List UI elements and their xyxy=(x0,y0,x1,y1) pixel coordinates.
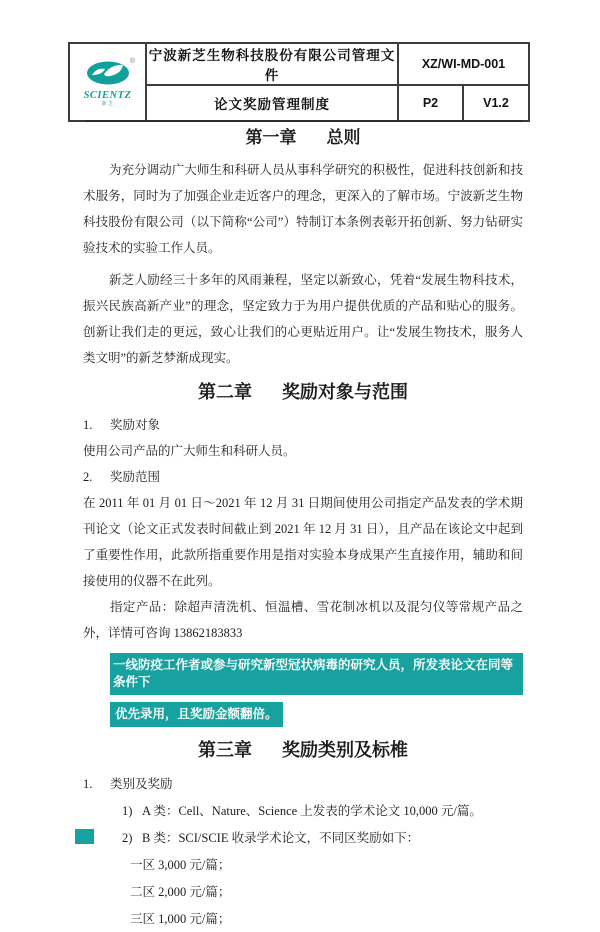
zone-reward-line: 三区 1,000 元/篇； xyxy=(130,912,231,926)
list-number: 1. xyxy=(83,777,93,791)
paragraph: 新芝人励经三十多年的风雨兼程，坚定以新致心，凭着“发展生物科技术，振兴民族高新产业”的理念，坚定致力于为用户提供优质的产品和贴心的服务。创新让我们走的更远，致心让我们的心更贴近用户。让“发展生物技术，服务人类文明”的新芝梦渐成现实。 xyxy=(83,273,523,365)
version-number: V1.2 xyxy=(463,85,529,121)
registered-mark: ® xyxy=(129,57,135,65)
chapter2-heading xyxy=(83,378,523,406)
document-subtitle: 论文奖励管理制度 xyxy=(146,85,398,121)
chapter1-number: 第一章 xyxy=(245,128,297,147)
document-title: 宁波新芝生物科技股份有限公司管理文件 xyxy=(146,43,398,85)
sublist-number: 1) xyxy=(122,804,133,818)
document-header-table xyxy=(68,42,530,122)
sublist-text: B 类：SCI/SCIE 收录学术论文，不同区奖励如下： xyxy=(142,831,420,845)
chapter2-title: 奖励对象与范围 xyxy=(282,382,408,402)
chapter3-heading xyxy=(83,736,523,764)
logo-cell xyxy=(69,43,146,121)
list-item xyxy=(83,412,523,438)
chapter1-heading xyxy=(83,124,523,152)
brand-subtext: 新 芝 xyxy=(101,101,114,108)
sublist-number: 2) xyxy=(122,831,133,845)
list-item-title: 奖励范围 xyxy=(110,470,161,484)
paragraph: 为充分调动广大师生和科研人员从事科学研究的积极性，促进科技创新和技术服务，同时为了加强企业走近客户的理念，更深入的了解市场。宁波新芝生物科技股份有限公司（以下简称“公司”）特制订本条例表彰开拓创新、努力钻研实验技术的实验工作人员。 xyxy=(83,163,523,255)
teal-corner-marker xyxy=(75,829,94,844)
list-number: 1. xyxy=(83,418,93,432)
page-number: P2 xyxy=(398,85,463,121)
zone-reward-line: 一区 3,000 元/篇； xyxy=(130,858,231,872)
list-item-title: 类别及奖励 xyxy=(110,777,173,791)
document-body xyxy=(83,124,523,932)
list-item-title: 奖励对象 xyxy=(110,418,161,432)
scientz-logo xyxy=(70,57,145,108)
brand-name: SCIENTZ xyxy=(83,89,132,101)
list-item-body: 使用公司产品的广大师生和科研人员。 xyxy=(83,444,296,458)
chapter2-number: 第二章 xyxy=(198,382,252,402)
zone-reward-line: 二区 2,000 元/篇； xyxy=(130,885,231,899)
sublist-item xyxy=(122,798,523,824)
header-divider xyxy=(85,120,523,122)
highlight-line: 优先录用，且奖励金额翻倍。 xyxy=(110,702,283,727)
highlight-line: 一线防疫工作者或参与研究新型冠状病毒的研究人员，所发表论文在同等条件下 xyxy=(110,653,523,695)
designated-products-paragraph: 指定产品：除超声清洗机、恒温槽、雪花制冰机以及混匀仪等常规产品之外，详情可咨询 13862183833 xyxy=(83,600,523,640)
chapter3-number: 第三章 xyxy=(198,740,252,760)
list-item-body: 在 2011 年 01 月 01 日～2021 年 12 月 31 日期间使用公司指定产品发表的学术期刊论文（论文正式发表时间截止到 2021 年 12 月 31 日），且产品在该论文中起到了重要性作用，此款所指重要作用是指对实验本身成果产生直接作用，辅助和间接使用的仪器不在此列。 xyxy=(83,496,523,588)
document-number: XZ/WI-MD-001 xyxy=(398,43,529,85)
list-item xyxy=(83,464,523,490)
sublist-text: A 类：Cell、Nature、Science 上发表的学术论文 10,000 元/篇。 xyxy=(142,804,482,818)
highlighted-notice xyxy=(110,653,523,727)
list-item xyxy=(83,771,523,797)
sublist-item xyxy=(122,825,523,851)
scientz-logo-icon xyxy=(85,60,131,86)
chapter3-title: 奖励类别及标椎 xyxy=(282,740,408,760)
list-number: 2. xyxy=(83,470,93,484)
chapter1-title: 总则 xyxy=(326,128,361,147)
